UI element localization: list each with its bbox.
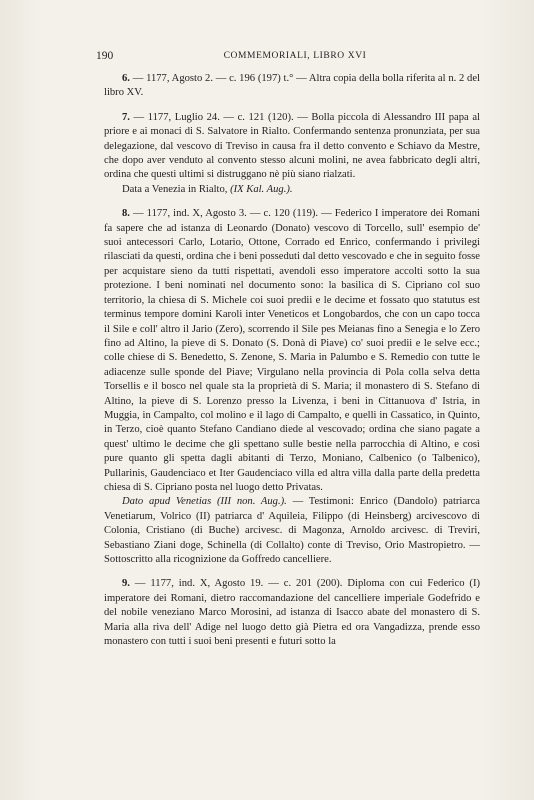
document-body (104, 72, 480, 659)
entry-dated: Dato apud Venetias (III non. Aug.). — Testimoni: Enrico (Dandolo) patriarca Venetiarum, Volrico (II) patriarca d' Aquileia, Filippo (di Heinsberg) arcivescovo di Colonia, Cristiano (di Buche) arcivesc. di Magonza, Arnoldo arcivesc. di Treviri, Sebastiano Ziani doge, Schinella (di Collalto) conte di Treviso, Orio Mastropietro. — Sottoscritto alla ricognizione da Goffredo cancelliere. (104, 496, 480, 565)
entry-8 (104, 207, 480, 567)
entry-9 (104, 577, 480, 649)
entry-paragraph (104, 577, 480, 649)
entry-6 (104, 72, 480, 101)
entry-paragraph (104, 207, 480, 495)
entry-paragraph (104, 72, 480, 101)
entry-text: — 1177, Agosto 2. — c. 196 (197) t.° — Altra copia della bolla riferita al n. 2 del libro XV. (104, 73, 481, 99)
page-number: 190 (96, 50, 114, 62)
entry-text: — 1177, ind. X, Agosto 19. — c. 201 (200). Diploma con cui Federico (I) imperatore dei Romani, dietro raccomandazione del cancelliere imperiale Godefrido e del nobile veneziano Marco Morosini, ad istanza di Isacco abate del monastero di S. Maria alla riva dell' Adige nel luogo detto già Pietra ed ora Vangadizza, prende esso monastero con tutti i suoi beni presenti e futuri sotto la (104, 578, 481, 648)
entry-number: 9. (122, 578, 130, 590)
entry-text: — 1177, Luglio 24. — c. 121 (120). — Bolla piccola di Alessandro III papa al priore e ai monaci di S. Salvatore in Rialto. Confermando sentenza pronunziata, per sua delegazione, dal vescovo di Treviso in causa fra il detto convento e Schiavo da Mestre, che dopo aver venduto al convento stesso alcuni molini, ne avea fabbricato degli altri, ordina che questi ultimi si distruggano nè più siano rialzati. (104, 111, 480, 181)
entry-text: — 1177, ind. X, Agosto 3. — c. 120 (119). — Federico I imperatore dei Romani fa sapere che ad istanza di Leonardo (Donato) vescovo di Torcello, sull' esempio de' suoi antecessori Carlo, Lotario, Ottone, Corrado ed Enrico, confermando i privilegi rilasciati da questi, ordina che i beni posseduti dal detto vescovado e che in seguito fosse per acquistare sieno da tutti rispettati, avendoli esso imperatore accolti sotto la sua protezione. I beni nominati nel documento sono: la basilica di S. Cipriano col suo territorio, la chiesa di S. Michele coi suoi predii e le decime et fossato quo statutus est terminus tempore domini Karoli inter Veneticos et Longobardos, che con un capo tocca il Sile e coll' altro il Jario (Zero), scorrendo il Sile pes Meianas fino a Senegia e lo Zero fino ad Altino, la pieve di S. Donato (S. Donà di Piave) co' suoi predii e le selve ecc.; colle chiese di S. Benedetto, S. Zenone, S. Maria in Palumbo e S. Remedio con tutte le adiacenze sulle sponde del Piave; Virgulano nella provincia di Pola colla selva detta Torsellis e il bosco nel quale sta la proprietà di S. Maria; il monastero di S. Stefano di Altino, la pieve di S. Lorenzo presso la Livenza, i beni in Cittanuova d' Istria, in Muggia, in Campalto, col molino e il lago di Campalto, e quelli in Cassatico, in Quinto, in Terzo, cioè quanto Stefano Candiano diede al vescovado; ordina che siano pagate a quest' ultimo le decime che gli spettano sulle bestie nella parrocchia di Altino, e così pure quanto gli spetta dagli abitanti di Terzo, Moniano, Calbenico (o Talbenico), Pullarinis, Gaudenciaco et Iter Gaudenciaco villa ed altra villa dalla parte della predetta chiesa di S. Cipriano posta nel luogo detto Privatas. (104, 208, 480, 493)
entry-number: 8. (122, 208, 130, 220)
entry-witnesses: — Testimoni: Enrico (Dandolo) patriarca Venetiarum, Volrico (II) patriarca d' Aquileia, Filippo (di Heinsberg) arcivescovo di Colonia, Cristiano (di Buche) arcivesc. di Magonza, Arnoldo arcivesc. di Treviri, Sebastiano Ziani doge, Schinella (di Collalto) conte di Treviso, Orio Mastropietro. — Sottoscritto alla ricognizione da Goffredo cancelliere. (104, 496, 480, 565)
entry-7 (104, 111, 480, 197)
entry-paragraph (104, 111, 480, 183)
page-header (96, 50, 494, 66)
entry-number: 7. (122, 111, 130, 123)
entry-number: 6. (122, 73, 130, 84)
running-title: COMMEMORIALI, LIBRO XVI (223, 51, 367, 61)
entry-dated: Data a Venezia in Rialto, (IX Kal. Aug.). (122, 183, 293, 195)
